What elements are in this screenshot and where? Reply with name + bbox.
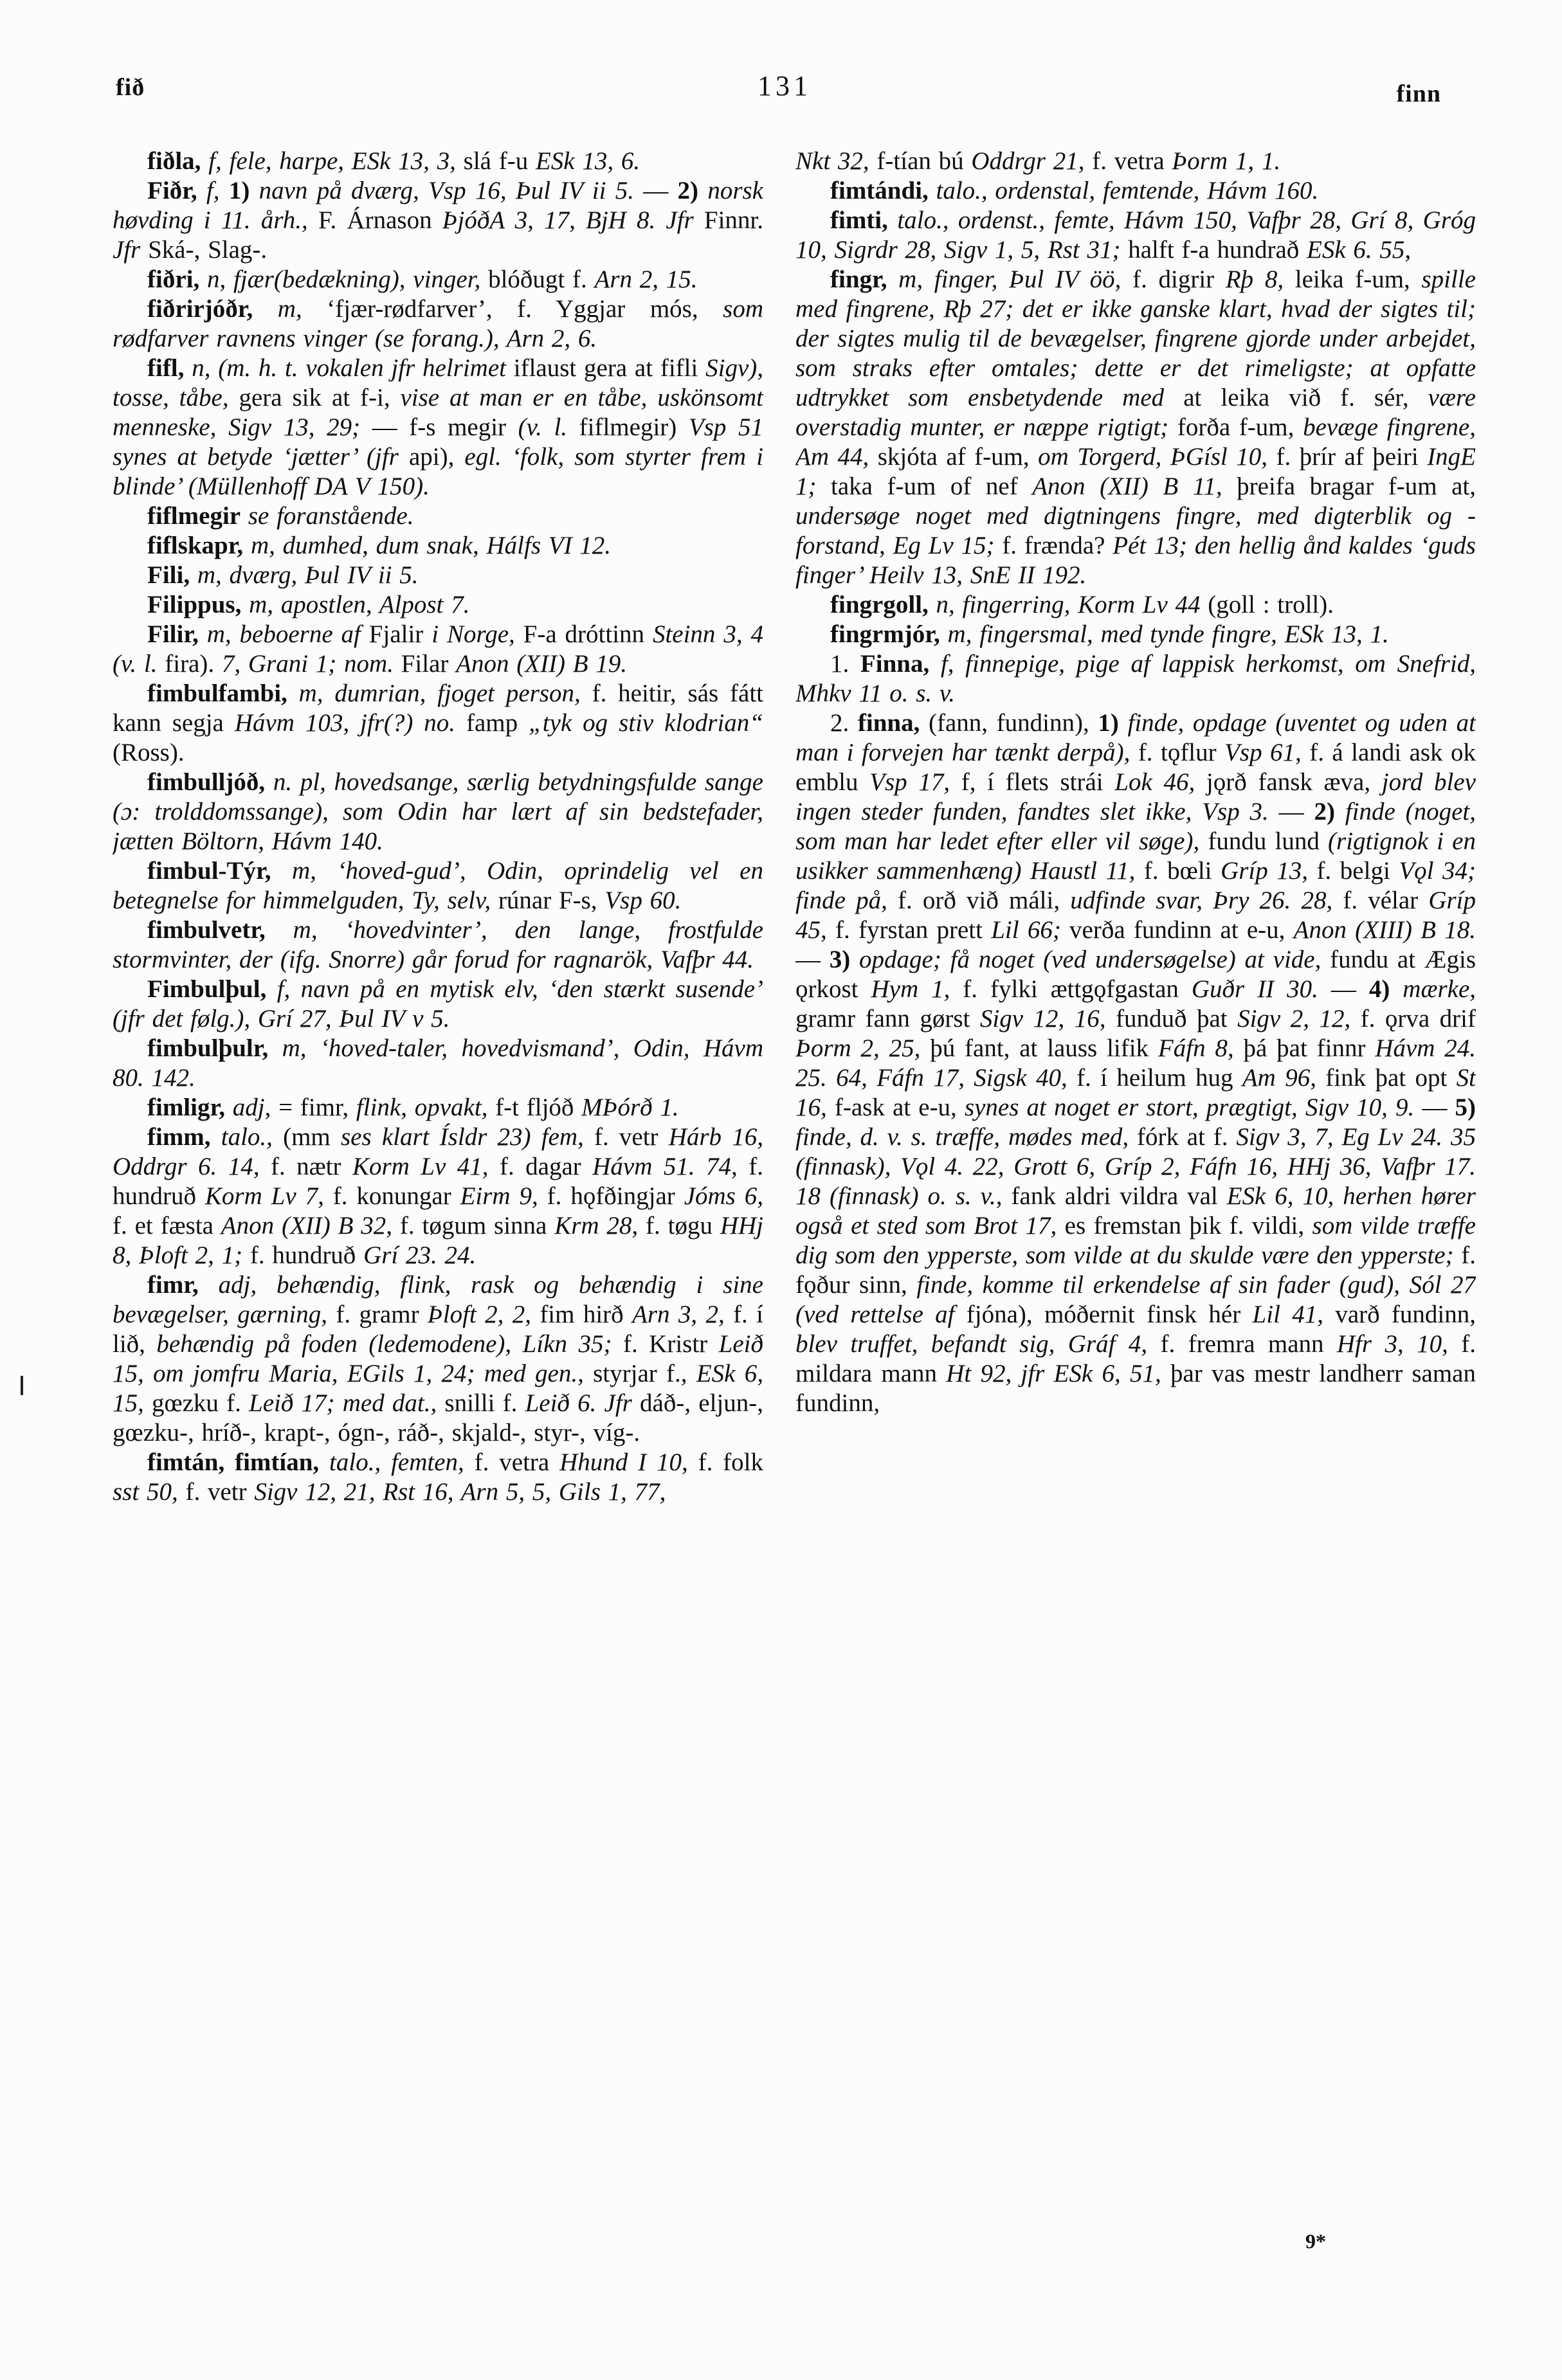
text-segment: F. Árnason [318, 206, 442, 234]
text-segment: f. hundruð [250, 1241, 364, 1269]
text-segment: m, [253, 295, 327, 323]
text-segment: leika f-um, [1294, 266, 1422, 293]
dictionary-entry [795, 265, 1476, 590]
text-segment: forða f-um, [1177, 413, 1303, 441]
text-segment: bevæge fingrene, Am 44, [795, 413, 1476, 471]
text-segment: f. bœli [1143, 857, 1221, 885]
headword: finna, [857, 709, 920, 737]
text-segment: f. konungar [332, 1182, 460, 1210]
entry-number: 2. [830, 709, 858, 737]
text-segment: Lil 66; [991, 916, 1070, 944]
text-segment: adj, behændig, flink, rask og behændig i sine bevægelser, gærning, [113, 1271, 763, 1328]
text-segment: f, í flets strái [961, 768, 1115, 796]
text-segment: i Norge, [431, 620, 523, 648]
text-segment: Anon (XII) B 32, [221, 1212, 400, 1240]
text-segment: rúnar F-s, [498, 887, 605, 914]
text-segment: ESk 13, 6. [535, 147, 640, 175]
text-segment: — [1278, 798, 1314, 825]
dictionary-entry [113, 501, 763, 531]
page-number: 131 [758, 70, 812, 102]
text-segment: f. Kristr [622, 1330, 719, 1358]
text-segment: synes at noget er stort, prægtigt, Sigv 10, 9. [964, 1094, 1422, 1121]
text-segment: f. frænda? [1002, 532, 1113, 559]
text-segment: Oddrgr 21, [971, 147, 1093, 175]
text-segment: talo., femten, [319, 1448, 475, 1476]
dictionary-entry [113, 176, 763, 265]
text-segment: m, ‘hoved-gud’, Odin, oprindelig vel en betegnelse for himmelguden, Ty, selv, [113, 857, 763, 914]
text-segment: „tyk og stiv klodrian“ [529, 709, 763, 737]
text-segment: f. fyrstan prett [835, 916, 992, 944]
text-segment: 3) [829, 946, 860, 973]
dictionary-entry [113, 147, 763, 176]
text-segment: f. ǫrva drif [1360, 1005, 1476, 1032]
text-segment: — [1330, 975, 1369, 1003]
text-segment: Leið 6. Jfr [525, 1389, 640, 1417]
dictionary-entry [113, 915, 763, 975]
text-segment: navn på dværg, Vsp 16, Þul IV ii 5. [259, 177, 644, 204]
text-segment: Vsp 51 synes at betyde ‘jætter’ (jfr [113, 413, 763, 471]
text-segment: 5) [1455, 1094, 1476, 1121]
text-segment: þá þat finnr [1243, 1034, 1376, 1062]
text-segment: Leið 17; med dat., [249, 1389, 445, 1417]
text-segment: — [643, 177, 678, 204]
text-segment: Þorm 1, 1. [1172, 147, 1281, 175]
headword: fiðla, [147, 147, 201, 175]
text-segment: fundu at Ægis ǫrkost [795, 946, 1476, 1003]
text-segment: þú fant, at lauss lifik [930, 1034, 1158, 1062]
text-segment: f. tǫflur [1138, 739, 1225, 766]
text-segment: f. hundruð [113, 1153, 763, 1210]
text-segment: f. mildara mann [795, 1330, 1476, 1387]
text-segment: f. í lið, [113, 1301, 763, 1358]
text-segment: m, dværg, Þul IV ii 5. [190, 561, 419, 589]
text-segment: þar vas mestr landherr saman fundinn, [795, 1360, 1476, 1417]
text-segment: spille med fingrene, Rþ 27; det er ikke ganske klart, hvad der sigtes til; der sigtes mulig til de bevægelser, fingrene gjorde under arbejdet, som straks efter omtales; dette er det rimeligste; at opfatte udtrykket som ensbetydende med [795, 266, 1476, 411]
headword: Finna, [860, 650, 930, 678]
headword: fiflskapr, [147, 532, 244, 559]
dictionary-entry [113, 1122, 763, 1270]
headword: Fili, [147, 561, 190, 589]
text-segment: Rþ 8, [1225, 266, 1295, 293]
text-segment: verða fundinn at e-u, [1069, 916, 1294, 944]
text-segment: Sigv), tosse, tåbe, [113, 354, 763, 411]
text-segment: (v. l. [518, 413, 579, 441]
text-segment: — [795, 946, 830, 973]
text-segment: St 16, [795, 1064, 1476, 1121]
dictionary-entry [113, 294, 763, 354]
headword: fimr, [147, 1271, 199, 1299]
text-segment: Þloft 2, 2, [427, 1301, 540, 1328]
text-segment: m, ‘hoved-taler, hovedvismand’, Odin, Hávm 80. 142. [113, 1034, 763, 1092]
text-segment: fink þat opt [1325, 1064, 1457, 1092]
text-segment: n, (m. h. t. vokalen jfr helrimet [184, 354, 514, 382]
text-segment: HHj 8, Þloft 2, 1; [113, 1212, 763, 1269]
text-segment: m, finger, Þul IV öö, [887, 266, 1133, 293]
text-segment: om Torgerd, ÞGísl 10, [1038, 443, 1276, 471]
text-segment: Steinn 3, 4 (v. l. [113, 620, 763, 678]
text-segment: m, beboerne af [198, 620, 369, 648]
text-segment: f, fele, harpe, ESk 13, 3, [201, 147, 464, 175]
dictionary-entry [113, 768, 763, 856]
dictionary-entry [795, 147, 1476, 176]
text-segment: snilli f. [444, 1389, 525, 1417]
headword: fingrgoll, [830, 591, 929, 618]
dictionary-entry [113, 1093, 763, 1122]
text-segment: es fremstan þik f. vildi, [1064, 1212, 1312, 1240]
scan-margin-artifact [21, 1376, 23, 1395]
text-segment: jord blev ingen steder funden, fandtes slet ikke, Vsp 3. [795, 768, 1476, 825]
text-segment: Anon (XIII) B 18. [1293, 916, 1476, 944]
text-segment: fjóna), [966, 1301, 1044, 1328]
text-segment: blóðugt f. [488, 266, 595, 293]
text-segment: n, fjær(bedækning), vinger, [199, 266, 489, 293]
text-segment: Vsp 61, [1224, 739, 1310, 766]
text-segment: Hávm 51. 74, [592, 1153, 749, 1180]
text-segment: (goll : troll). [1208, 591, 1334, 618]
text-segment: f. gramr [336, 1301, 428, 1328]
text-segment: api), [408, 443, 465, 471]
dictionary-entry [113, 561, 763, 590]
dictionary-entry [113, 1448, 763, 1507]
text-segment: taka f-um of nef [831, 473, 1033, 500]
text-segment: 1) [1098, 709, 1128, 737]
text-segment: blev truffet, befandt sig, Gráf 4, [795, 1330, 1161, 1358]
text-segment: Krm 28, [554, 1212, 646, 1240]
dictionary-entry [113, 1034, 763, 1093]
text-segment: se foranstående. [241, 502, 414, 530]
text-segment: adj, [224, 1094, 279, 1121]
text-segment: Gríp 13, [1221, 857, 1317, 885]
text-segment: fiflmegir) [579, 413, 689, 441]
text-segment: Anon (XII) B 19. [456, 650, 628, 678]
text-segment: opdage; få noget (ved undersøgelse) at vide, [859, 946, 1330, 973]
text-segment: (mm [283, 1123, 341, 1151]
text-segment: f. þrír af þeiri [1276, 443, 1428, 471]
dictionary-entry [113, 620, 763, 679]
text-segment: at leika við f. sér, [1183, 384, 1428, 411]
text-segment: m, apostlen, Alpost 7. [241, 591, 470, 618]
text-segment: Korm Lv 7, [204, 1182, 333, 1210]
text-segment: slá f-u [463, 147, 536, 175]
text-segment: f-t fljóð [495, 1094, 582, 1121]
text-segment: f. vetra [1092, 147, 1172, 175]
text-segment: (fann, fundinn), [920, 709, 1098, 737]
headword: fingrmjór, [830, 620, 940, 648]
headword: fimtán, fimtían, [147, 1448, 320, 1476]
headword: Fimbulþul, [147, 975, 267, 1003]
headword: fiðrirjóðr, [147, 295, 253, 323]
text-segment: fim hirð [540, 1301, 632, 1328]
text-segment: norsk høvding i 11. årh., [113, 177, 763, 234]
text-segment: finde (noget, som man har ledet efter eller vil søge), [795, 798, 1476, 855]
text-segment: f. fǫður sinn, [795, 1241, 1476, 1299]
text-segment: MÞórð 1. [581, 1094, 679, 1121]
text-segment: f. á landi ask ok emblu [795, 739, 1476, 796]
dictionary-entry [113, 354, 763, 501]
text-segment: f. dagar [499, 1153, 593, 1180]
headword: fimbulfambi, [147, 680, 287, 707]
text-segment: Korm Lv 41, [352, 1153, 500, 1180]
headword: fimligr, [147, 1094, 225, 1121]
text-segment: f. belgi [1316, 857, 1399, 885]
text-segment: Anon (XII) B 11, [1032, 473, 1237, 500]
text-segment: Filar [401, 650, 457, 678]
text-segment: Hym 1, [871, 975, 963, 1003]
headword: fimti, [830, 206, 888, 234]
text-segment: talo., ordenstal, femtende, Hávm 160. [928, 177, 1319, 204]
text-segment: Þorm 2, 25, [795, 1034, 931, 1062]
text-segment: f. vetr [594, 1123, 669, 1151]
text-segment: ESk 6, 10, herhen hører også et sted som Brot 17, [795, 1182, 1476, 1240]
text-segment: fórk at f. [1136, 1123, 1237, 1151]
text-segment: Vsp 60. [604, 887, 682, 914]
signature-mark: 9* [1305, 2230, 1326, 2253]
dictionary-entry [113, 590, 763, 620]
text-segment: Sigv 3, 7, Eg Lv 24. 35 (finnask), Vǫl 4. 22, Grott 6, Gríp 2, Fáfn 16, HHj 36, Vafþr 17. 18 (finnask) o. s. v., [795, 1123, 1476, 1210]
text-segment: Arn 2, 15. [594, 266, 698, 293]
dictionary-entry [113, 531, 763, 561]
text-segment: f. tøgu [646, 1212, 720, 1240]
dictionary-entry [795, 176, 1476, 206]
text-segment: fira). [165, 650, 222, 678]
text-segment: 4) [1368, 975, 1403, 1003]
headword: Filippus, [147, 591, 242, 618]
text-segment: m, dumhed, dum snak, Hálfs VI 12. [243, 532, 612, 559]
headword: fiflmegir [147, 502, 241, 530]
text-segment: n, fingerring, Korm Lv 44 [928, 591, 1208, 618]
text-segment: n. pl, hovedsange, særlig betydningsfulde sange (ɔ: trolddomssange), som Odin har lært af sin bedstefader, jætten Böltorn, Hávm 140. [113, 768, 763, 855]
text-segment: funduð þat [1115, 1005, 1238, 1032]
text-segment: ÞjóðA 3, 17, BjH 8. Jfr [442, 206, 704, 234]
text-segment: undersøge noget med digtningens fingre, med digterblik og -forstand, Eg Lv 15; [795, 502, 1476, 559]
running-head [0, 69, 1562, 108]
text-segment: dáð-, eljun-, gœzku-, hríð-, krapt-, ógn-, ráð-, skjald-, styr-, víg-. [113, 1389, 763, 1447]
text-segment: (Ross). [113, 739, 185, 766]
text-segment: f. í heilum hug [1076, 1064, 1242, 1092]
text-segment: 2) [1314, 798, 1345, 825]
text-segment: Hhund I 10, [559, 1448, 698, 1476]
text-segment: IngE 1; [795, 443, 1476, 500]
text-segment: = fimr, [278, 1094, 356, 1121]
text-segment: móðernit finsk hér [1044, 1301, 1253, 1328]
headword: fimbul-Týr, [147, 857, 271, 885]
text-segment: Fáfn 8, [1158, 1034, 1244, 1062]
headword: fiðri, [147, 266, 200, 293]
text-segment: m, ‘hovedvinter’, den lange, frostfulde stormvinter, der (ifg. Snorre) går forud for ragnarök, Vafþr 44. [113, 916, 763, 973]
text-segment: flink, opvakt, [356, 1094, 496, 1121]
text-segment: famp [466, 709, 529, 737]
text-segment: Lil 41, [1252, 1301, 1336, 1328]
text-segment: m, fingersmal, med tynde fingre, ESk 13, 1. [940, 620, 1389, 648]
text-segment: f-tían bú [876, 147, 972, 175]
headword: fimm, [147, 1123, 211, 1151]
text-segment: Ht 92, jfr ESk 6, 51, [946, 1360, 1170, 1387]
text-segment: Am 96, [1242, 1064, 1326, 1092]
headword: fimbulljóð, [147, 768, 266, 796]
text-segment: finde, d. v. s. træffe, mødes med, [795, 1123, 1137, 1151]
text-segment: Eirm 9, [460, 1182, 547, 1210]
text-segment: ESk 6, 15, [113, 1360, 763, 1417]
text-segment: vise at man er en tåbe, uskönsomt menneske, Sigv 13, 29; [113, 384, 763, 441]
dictionary-entry [795, 206, 1476, 265]
text-segment: f, finnepige, pige af lappisk herkomst, om Snefrid, Mhkv 11 o. s. v. [795, 650, 1476, 707]
headword: fingr, [830, 266, 887, 293]
text-segment: f. vetra [474, 1448, 560, 1476]
text-segment: jǫrð fansk æva, [1206, 768, 1382, 796]
text-segment: f. orð við máli, [898, 887, 1071, 914]
text-segment: gramr fann gørst [795, 1005, 980, 1032]
text-segment: skjóta af f-um, [877, 443, 1039, 471]
text-segment: Nkt 32, [795, 147, 877, 175]
text-segment: ses klart Ísldr 23) fem, [340, 1123, 594, 1151]
text-segment: behændig på foden (ledemodene), Líkn 35; [156, 1330, 623, 1358]
text-segment: ESk 6. 55, [1307, 236, 1412, 264]
text-segment: Sigv 2, 12, [1237, 1005, 1361, 1032]
text-segment: 7, Grani 1; nom. [221, 650, 401, 678]
dictionary-entry [795, 708, 1476, 1418]
text-segment: Grí 23. 24. [363, 1241, 477, 1269]
text-segment: gœzku f. [151, 1389, 250, 1417]
headword: Filir, [147, 620, 199, 648]
text-segment: være overstadig munter, er næppe rigtigt; [795, 384, 1476, 441]
text-segment: f. fylki ættgǫfgastan [963, 975, 1192, 1003]
text-segment: Guðr II 30. [1191, 975, 1331, 1003]
text-segment: f. nætr [270, 1153, 352, 1180]
text-segment: Jóms 6, [684, 1182, 763, 1210]
text-segment: f-ask at e-u, [834, 1094, 965, 1121]
text-segment: fank aldri vildra val [1011, 1182, 1227, 1210]
text-segment: Hárb 16, Oddrgr 6. 14, [113, 1123, 763, 1180]
dictionary-entry [113, 265, 763, 294]
text-segment: Sigv 12, 16, [979, 1005, 1116, 1032]
headword: fimtándi, [830, 177, 929, 204]
dictionary-entry [113, 1270, 763, 1448]
text-segment: talo., [210, 1123, 284, 1151]
text-segment: f. vélar [1343, 887, 1429, 914]
text-segment: (rigtignok i en usikker sammenhæng) Haustl 11, [795, 827, 1476, 885]
text-column-left [113, 147, 763, 2255]
text-segment: 1) [228, 177, 259, 204]
text-segment: f. et fæsta [113, 1212, 221, 1240]
text-segment: iflaust gera at fifli [513, 354, 706, 382]
text-segment: Vsp 17, [869, 768, 961, 796]
text-segment: f, [197, 177, 229, 204]
text-segment: Gríp 45, [795, 887, 1476, 944]
text-segment: finde, opdage (uventet og uden at man i forvejen har tænkt derpå), [795, 709, 1476, 766]
dictionary-entry [113, 975, 763, 1034]
headword: fifl, [147, 354, 185, 382]
text-segment: ‘fjær-rødfarver’, f. Yggjar mós, [327, 295, 723, 323]
text-segment: Ská-, Slag-. [148, 236, 268, 264]
text-segment: varð fundinn, [1335, 1301, 1476, 1328]
dictionary-entry [113, 679, 763, 768]
text-segment: egl. ‘folk, som styrter frem i blinde’ (Müllenhoff DA V 150). [113, 443, 763, 500]
dictionary-entry [795, 590, 1476, 620]
text-segment: sst 50, [113, 1478, 186, 1506]
dictionary-entry [795, 620, 1476, 649]
text-segment: m, dumrian, fjoget person, [287, 680, 592, 707]
text-segment: F-a dróttinn [523, 620, 653, 648]
text-segment: som rødfarver ravnens vinger (se forang.), Arn 2, 6. [113, 295, 763, 352]
text-segment: Arn 3, 2, [632, 1301, 734, 1328]
left-catchword: fið [116, 74, 145, 101]
text-segment: f. tøgum sinna [399, 1212, 555, 1240]
text-segment: finde, komme til erkendelse af sin fader (gud), Sól 27 (ved rettelse af [795, 1271, 1476, 1328]
text-segment: f. folk [698, 1448, 763, 1476]
text-segment: Hávm 24. 25. 64, Fáfn 17, Sigsk 40, [795, 1034, 1476, 1092]
text-segment: Sigv 12, 21, Rst 16, Arn 5, 5, Gils 1, 77, [254, 1478, 666, 1506]
text-segment: Jfr [113, 236, 149, 264]
text-segment: f. digrir [1132, 266, 1226, 293]
text-segment: Fjalir [368, 620, 432, 648]
headword: fimbulþulr, [147, 1034, 269, 1062]
text-segment: fundu lund [1208, 827, 1329, 855]
entry-number: 1. [830, 650, 860, 678]
right-catchword: finn [1396, 80, 1441, 107]
text-segment: þreifa bragar f-um at, [1237, 473, 1476, 500]
text-segment: styrjar f., [593, 1360, 696, 1387]
headword: Fiðr, [147, 177, 197, 204]
text-segment: 2) [677, 177, 708, 204]
text-segment: f. hǫfðingjar [547, 1182, 684, 1210]
text-segment: Vǫl 34; finde på, [795, 857, 1476, 914]
dictionary-entry [113, 856, 763, 915]
text-segment: Pét 13; den hellig ånd kaldes ‘guds finger’ Heilv 13, SnE II 192. [795, 532, 1476, 589]
text-segment: Lok 46, [1114, 768, 1206, 796]
text-segment: — [1422, 1094, 1455, 1121]
headword: fimbulvetr, [147, 916, 266, 944]
text-segment: Leið 15, om jomfru Maria, EGils 1, 24; med gen., [113, 1330, 763, 1387]
text-segment: Hfr 3, 10, [1336, 1330, 1462, 1358]
text-segment: udfinde svar, Þry 26. 28, [1070, 887, 1343, 914]
text-segment: gera sik at f-i, [239, 384, 401, 411]
text-segment: halft f-a hundrað [1128, 236, 1307, 264]
text-segment: som vilde træffe dig som den ypperste, som vilde at du skulde være den ypperste; [795, 1212, 1476, 1269]
text-segment: mærke, [1403, 975, 1476, 1003]
dictionary-entry [795, 649, 1476, 708]
text-segment: f. fremra mann [1160, 1330, 1337, 1358]
text-column-right [795, 147, 1476, 2255]
text-segment: f. heitir, sás fátt kann segja [113, 680, 763, 737]
text-segment: f, navn på en mytisk elv, ‘den stærkt susende’ (jfr det følg.), Grí 27, Þul IV v 5. [113, 975, 763, 1032]
text-segment: — f-s megir [372, 413, 518, 441]
text-segment: talo., ordenst., femte, Hávm 150, Vafþr 28, Grí 8, Gróg 10, Sigrdr 28, Sigv 1, 5, Rst 31; [795, 206, 1476, 264]
text-segment: f. vetr [185, 1478, 255, 1506]
text-segment: Finnr. [704, 206, 763, 234]
text-segment: Hávm 103, jfr(?) no. [234, 709, 466, 737]
